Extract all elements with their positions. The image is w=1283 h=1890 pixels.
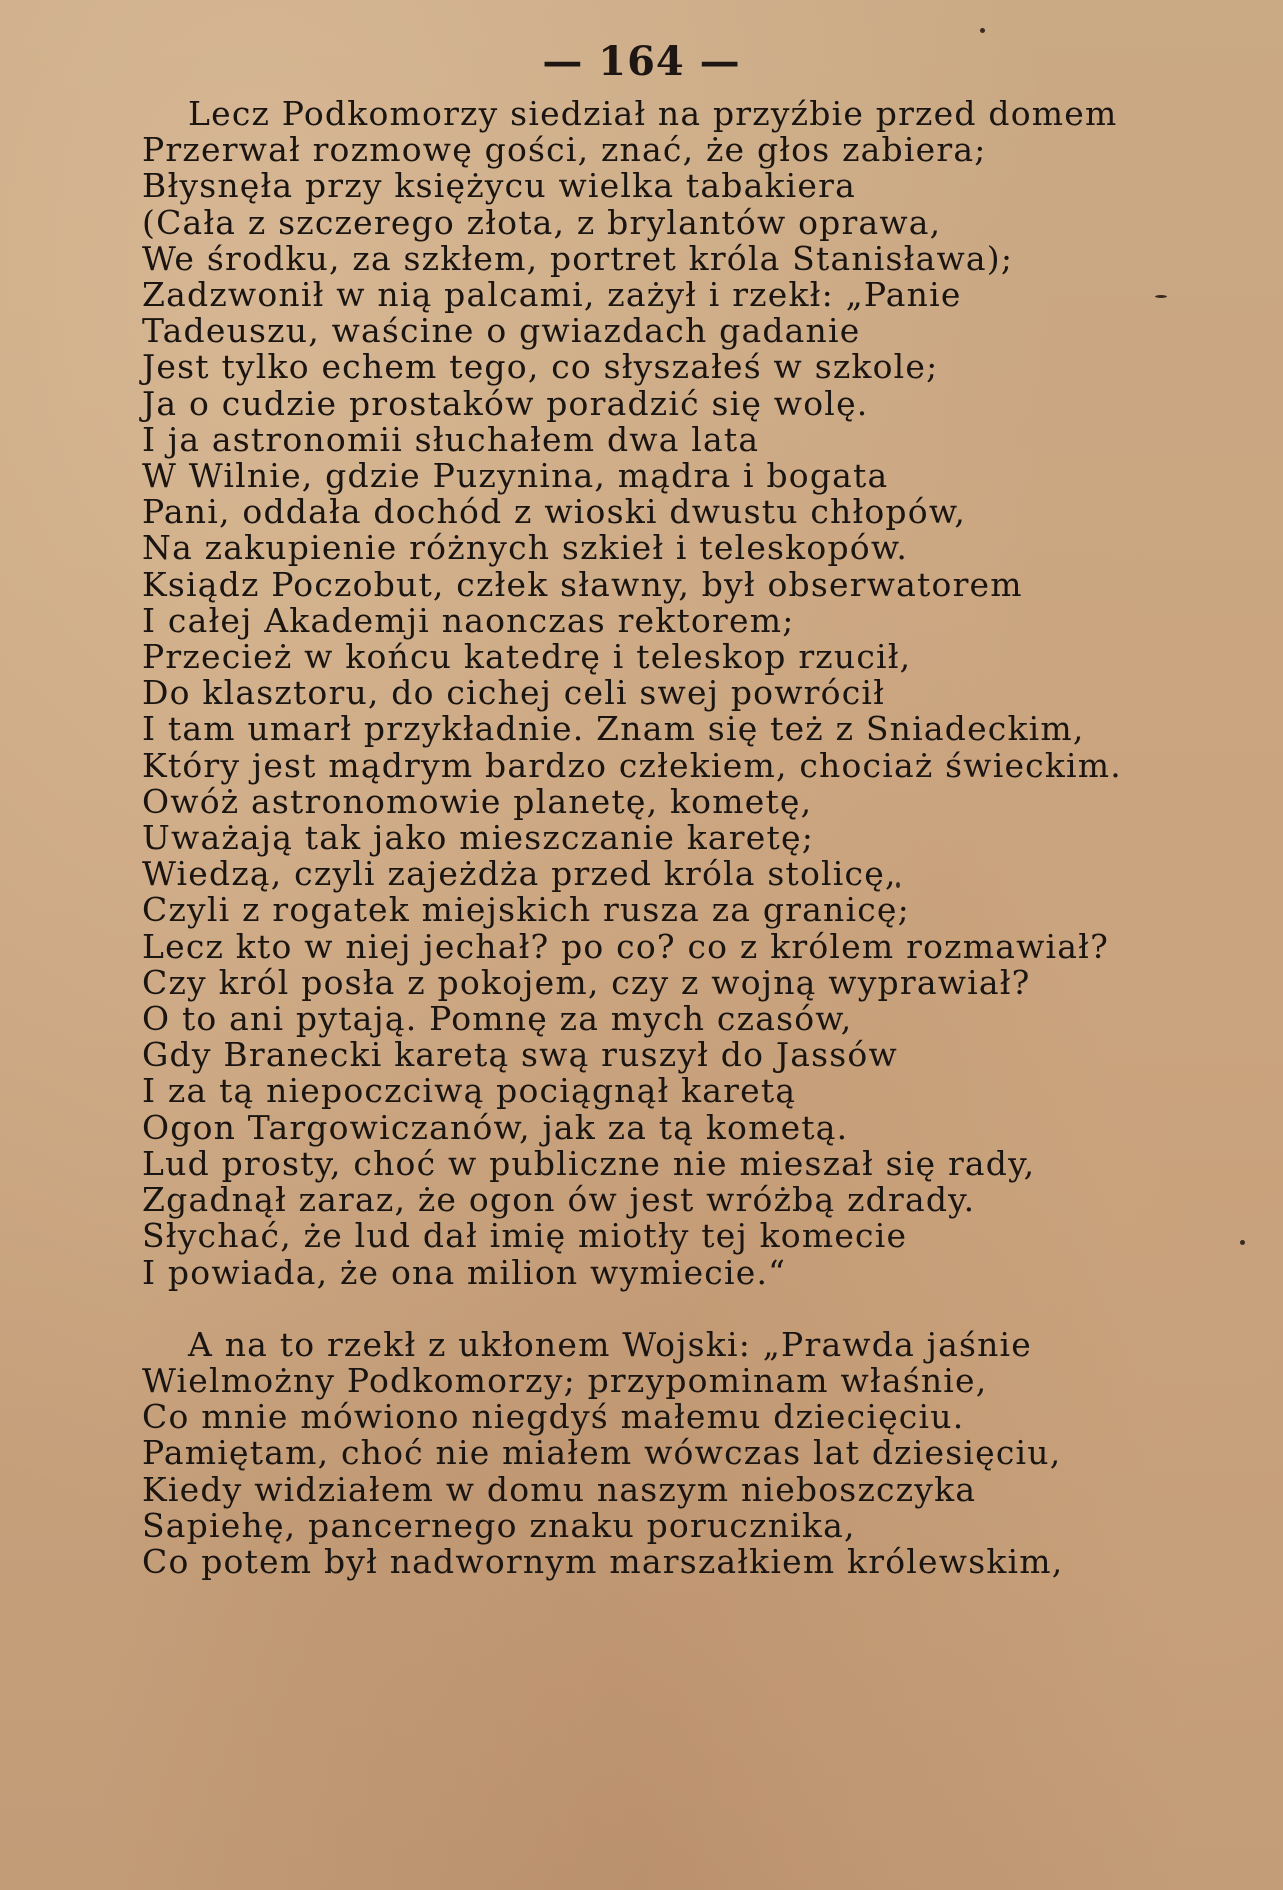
verse-line: Na zakupienie różnych szkieł i teleskopów. — [142, 528, 909, 568]
verse-line: O to ani pytają. Pomnę za mych czasów, — [142, 999, 853, 1039]
verse-line: Co potem był nadwornym marszałkiem królewskim, — [142, 1541, 1064, 1581]
verse-line: Zgadnął zaraz, że ogon ów jest wróżbą zdrady. — [142, 1180, 976, 1220]
verse-line: Lecz Podkomorzy siedział na przyźbie przed domem — [188, 94, 1118, 133]
verse-line: Owóż astronomowie planetę, kometę, — [142, 781, 813, 821]
verse-line: (Cała z szczerego złota, z brylantów oprawa, — [142, 202, 942, 242]
verse-line: Czy król posła z pokojem, czy z wojną wyprawiał? — [142, 962, 1031, 1002]
page-number: — 164 — — [542, 38, 741, 85]
verse-line: W Wilnie, gdzie Puzynina, mądra i bogata — [142, 456, 889, 496]
verse-line: Lecz kto w niej jechał? po co? co z królem rozmawiał? — [142, 926, 1109, 966]
verse-line: Czyli z rogatek miejskich rusza za granicę; — [142, 890, 910, 930]
verse-line: Przecież w końcu katedrę i teleskop rzucił, — [142, 637, 912, 677]
verse-line: Sapiehę, pancernego znaku porucznika, — [142, 1505, 856, 1545]
poem-text — [142, 96, 1252, 1580]
verse-line: I tam umarł przykładnie. Znam się też z Sniadeckim, — [142, 709, 1085, 749]
verse-line: A na to rzekł z ukłonem Wojski: „Prawda jaśnie — [188, 1324, 1033, 1364]
verse-line: I powiada, że ona milion wymiecie.“ — [142, 1252, 787, 1292]
verse-line: Uważają tak jako mieszczanie karetę; — [142, 818, 815, 858]
verse-line: Który jest mądrym bardzo człekiem, chociaż świeckim. — [142, 745, 1122, 785]
verse-line: Pamiętam, choć nie miałem wówczas lat dziesięciu, — [142, 1433, 1062, 1473]
verse-line: Kiedy widziałem w domu naszym nieboszczyka — [142, 1469, 977, 1509]
verse-line: We środku, za szkłem, portret króla Stanisława); — [142, 238, 1014, 278]
stanza-1 — [142, 96, 1252, 1291]
verse-line: Ksiądz Poczobut, człek sławny, był obserwatorem — [142, 564, 1023, 604]
verse-line: Słychać, że lud dał imię miotły tej komecie — [142, 1216, 908, 1256]
verse-line: Zadzwonił w nią palcami, zażył i rzekł: „Panie — [142, 275, 962, 315]
verse-line: Gdy Branecki karetą swą ruszył do Jassów — [142, 1035, 898, 1075]
verse-line: Pani, oddała dochód z wioski dwustu chłopów, — [142, 492, 967, 532]
stanza-2 — [142, 1324, 1252, 1581]
verse-line: I całej Akademji naonczas rektorem; — [142, 600, 795, 640]
verse-line: Lud prosty, choć w publiczne nie mieszał się rady, — [142, 1143, 1036, 1183]
verse-line: Ogon Targowiczanów, jak za tą kometą. — [142, 1107, 849, 1147]
verse-line: Do klasztoru, do cichej celi swej powrócił — [142, 673, 886, 713]
verse-line: Przerwał rozmowę gości, znać, że głos zabiera; — [142, 130, 987, 170]
verse-line: Ja o cudzie prostaków poradzić się wolę. — [142, 383, 869, 423]
verse-line: Jest tylko echem tego, co słyszałeś w szkole; — [142, 347, 939, 387]
ink-speck — [980, 28, 985, 33]
verse-line: Tadeuszu, waścine o gwiazdach gadanie — [142, 311, 861, 351]
verse-line: Co mnie mówiono niegdyś małemu dziecięciu. — [142, 1397, 965, 1437]
verse-line: I za tą niepoczciwą pociągnął karetą — [142, 1071, 797, 1111]
verse-line: Błysnęła przy księżycu wielka tabakiera — [142, 166, 856, 206]
verse-line: I ja astronomii słuchałem dwa lata — [142, 419, 760, 459]
verse-line: Wielmożny Podkomorzy; przypominam właśnie, — [142, 1360, 988, 1400]
verse-line: Wiedzą, czyli zajeżdża przed króla stolicę, — [142, 854, 897, 894]
